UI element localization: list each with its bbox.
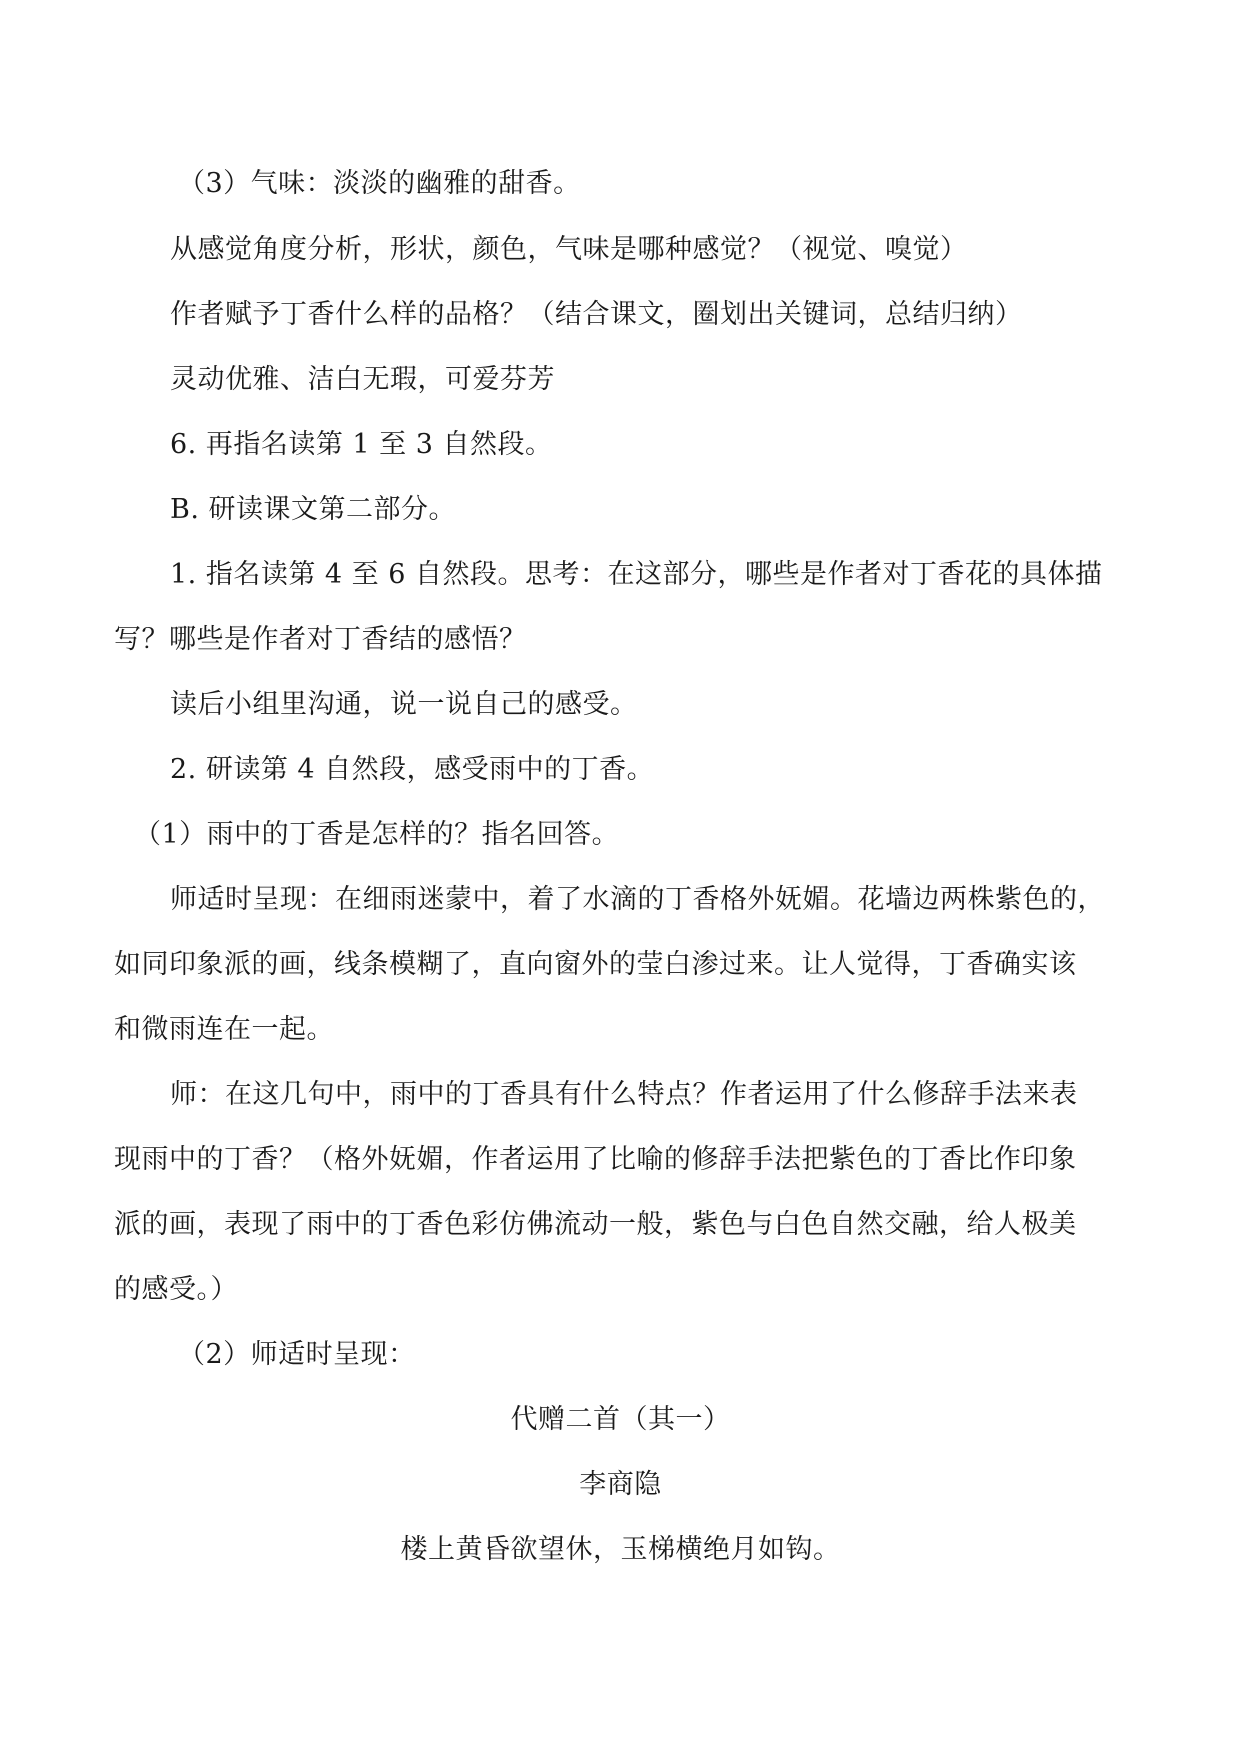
paragraph-line: （1）雨中的丁香是怎样的？指名回答。 <box>134 819 620 850</box>
paragraph-line: 2. 研读第 4 自然段，感受雨中的丁香。 <box>170 754 655 785</box>
paragraph-line: 师适时呈现：在细雨迷蒙中，着了水滴的丁香格外妩媚。花墙边两株紫色的， <box>170 884 1105 915</box>
paragraph-line: 读后小组里沟通，说一说自己的感受。 <box>170 689 638 720</box>
paragraph-line: 6. 再指名读第 1 至 3 自然段。 <box>170 429 553 460</box>
paragraph-line: 作者赋予丁香什么样的品格？（结合课文，圈划出关键词，总结归纳） <box>170 299 1023 330</box>
paragraph-line: 和微雨连在一起。 <box>114 1014 334 1045</box>
paragraph-line: 现雨中的丁香？（格外妩媚，作者运用了比喻的修辞手法把紫色的丁香比作印象 <box>114 1144 1077 1175</box>
paragraph-line: 师：在这几句中，雨中的丁香具有什么特点？作者运用了什么修辞手法来表 <box>170 1079 1078 1110</box>
poem-title: 代赠二首（其一） <box>510 1404 731 1435</box>
paragraph-line: 写？哪些是作者对丁香结的感悟？ <box>114 624 527 655</box>
poem-author: 李商隐 <box>579 1469 662 1500</box>
paragraph-line: （2）师适时呈现： <box>178 1339 416 1370</box>
paragraph-line: 1. 指名读第 4 至 6 自然段。思考：在这部分，哪些是作者对丁香花的具体描 <box>170 559 1103 590</box>
paragraph-line: B. 研读课文第二部分。 <box>170 494 457 525</box>
paragraph-line: 的感受。） <box>114 1274 238 1305</box>
paragraph-line: 灵动优雅、洁白无瑕，可爱芬芳 <box>170 364 555 395</box>
paragraph-line: 如同印象派的画，线条模糊了，直向窗外的莹白渗过来。让人觉得，丁香确实该 <box>114 949 1077 980</box>
poem-line: 楼上黄昏欲望休，玉梯横绝月如钩。 <box>400 1534 841 1565</box>
paragraph-line: （3）气味：淡淡的幽雅的甜香。 <box>178 168 581 199</box>
paragraph-line: 从感觉角度分析，形状，颜色，气味是哪种感觉？（视觉、嗅觉） <box>170 234 968 265</box>
paragraph-line: 派的画，表现了雨中的丁香色彩仿佛流动一般，紫色与白色自然交融，给人极美 <box>114 1209 1077 1240</box>
